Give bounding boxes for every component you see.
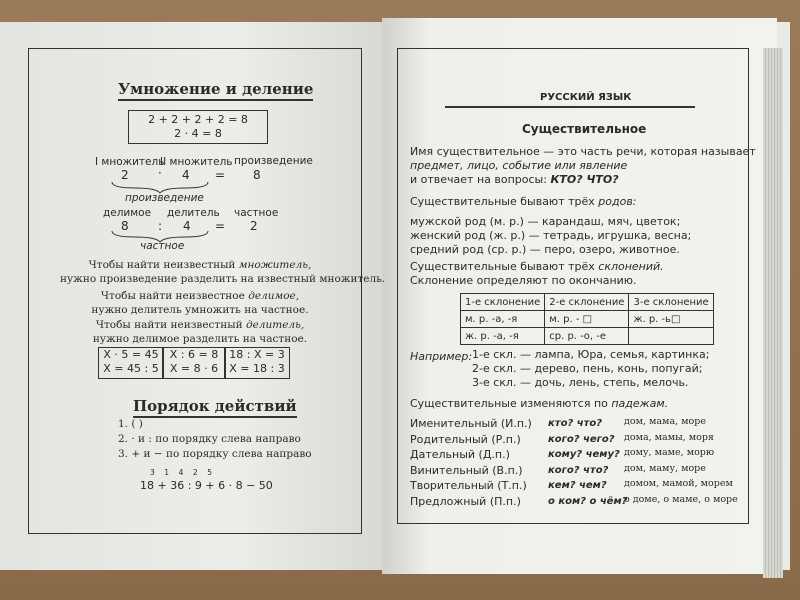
- case-name: Предложный (П.п.): [410, 494, 521, 508]
- case-question: кого? что?: [548, 464, 609, 476]
- genders-intro-text: Существительные бывают трёх: [410, 195, 599, 208]
- case-name: Винительный (В.п.): [410, 463, 523, 477]
- brace-label-quotient: частное: [140, 240, 185, 252]
- case-question: кто? что?: [548, 418, 603, 429]
- declension-intro-term: склонений.: [598, 260, 664, 273]
- div-result: 2: [250, 219, 258, 233]
- declension-cell: м. р. -а, -я: [461, 311, 545, 328]
- case-name: Именительный (И.п.): [410, 417, 532, 430]
- label-dividend: делимое: [103, 207, 152, 219]
- rule-multiplier: [60, 258, 386, 286]
- declension-example-2: 2-е скл. — дерево, пень, конь, попугай;: [472, 362, 703, 375]
- boxed-eq-2: 2 · 4 = 8: [174, 127, 222, 140]
- example-label: Например:: [410, 350, 473, 363]
- rule-dividend-text: Чтобы найти неизвестное: [100, 290, 249, 302]
- example-box-2: [162, 347, 226, 379]
- example-3-line-2: X = 18 : 3: [229, 362, 285, 375]
- rule-divisor-text: Чтобы найти неизвестный: [95, 319, 246, 331]
- case-questions: [548, 416, 627, 509]
- rule-multiplier-term: множитель,: [238, 259, 312, 271]
- gender-neuter: средний род (ср. р.) — перо, озеро, животное.: [410, 243, 680, 256]
- declension-intro-line-2: Склонение определяют по окончанию.: [410, 274, 637, 287]
- case-example: домом, мамой, морем: [624, 478, 733, 489]
- declension-header-1: 1-е склонение: [461, 294, 545, 311]
- section-header: РУССКИЙ ЯЗЫК: [540, 92, 632, 103]
- rule-multiplier-text: Чтобы найти неизвестный: [88, 259, 239, 271]
- declension-header-3: 3-е склонение: [629, 294, 713, 311]
- title-order-of-operations: Порядок действий: [133, 397, 297, 418]
- case-names: [410, 416, 532, 509]
- div-colon: :: [158, 219, 163, 233]
- order-expression: 18 + 36 : 9 + 6 · 8 − 50: [140, 479, 273, 492]
- case-question: кого? чего?: [548, 433, 615, 445]
- boxed-eq-1: 2 + 2 + 2 + 2 = 8: [148, 113, 248, 126]
- example-box-3: [224, 347, 290, 379]
- definition-line-2: предмет, лицо, событие или явление: [410, 159, 628, 172]
- label-product: произведение: [234, 155, 313, 167]
- case-example: дому, маме, морю: [624, 447, 715, 458]
- topic-title: Существительное: [522, 122, 647, 136]
- declension-cell: [629, 328, 713, 345]
- declension-cell: м. р. - □: [545, 311, 629, 328]
- page-edges: [763, 48, 783, 578]
- declension-cell: ж. р. -а, -я: [461, 328, 545, 345]
- declension-cell: ж. р. -ь□: [629, 311, 713, 328]
- mult-equals: =: [215, 168, 226, 182]
- case-question: кем? чем?: [548, 480, 607, 491]
- cases-intro-text: Существительные изменяются по: [410, 397, 612, 410]
- definition: [410, 145, 756, 187]
- example-3-line-1: 18 : X = 3: [229, 348, 285, 361]
- declension-example-3: 3-е скл. — дочь, лень, степь, мелочь.: [472, 376, 689, 389]
- rule-divisor-term: делитель,: [245, 319, 305, 331]
- declension-header-2: 2-е склонение: [545, 294, 629, 311]
- title-multiplication: Умножение и деление: [118, 80, 313, 101]
- rule-divisor-text-2: нужно делимое разделить на частное.: [92, 333, 308, 345]
- cases-intro-term: падежам.: [611, 397, 669, 410]
- boxed-equations: [128, 110, 268, 144]
- order-rule-1: 1. ( ): [118, 418, 143, 430]
- declension-intro-line-1: [410, 260, 664, 274]
- rule-dividend-term: делимое,: [248, 290, 300, 302]
- declension-table: [460, 293, 714, 345]
- declension-cell: ср. р. -о, -е: [545, 328, 629, 345]
- brace-label-product: произведение: [125, 192, 204, 204]
- order-rule-2: 2. · и : по порядку слева направо: [118, 433, 301, 445]
- rule-dividend-text-2: нужно делитель умножить на частное.: [91, 304, 309, 316]
- order-rule-3: 3. + и − по порядку слева направо: [118, 448, 312, 460]
- case-name: Родительный (Р.п.): [410, 432, 521, 446]
- example-1-line-2: X = 45 : 5: [103, 362, 159, 375]
- declension-table-header: [461, 294, 714, 311]
- rule-dividend: [60, 289, 340, 317]
- example-2-line-2: X = 8 · 6: [169, 362, 219, 375]
- genders-intro-term: родов:: [598, 195, 637, 208]
- label-quotient: частное: [234, 207, 279, 219]
- declension-examples: [472, 348, 709, 390]
- label-divisor: делитель: [167, 207, 220, 219]
- div-operand-2: 4: [183, 219, 191, 233]
- case-question: о ком? о чём?: [548, 495, 628, 507]
- definition-line-3-text: и отвечает на вопросы:: [410, 173, 551, 186]
- case-example: дома, мамы, моря: [624, 431, 714, 443]
- rule-divisor: [60, 318, 340, 346]
- label-multiplier-1: I множитель: [95, 156, 165, 168]
- case-name: Дательный (Д.п.): [410, 448, 510, 461]
- mult-operand-1: 2: [121, 168, 129, 182]
- case-example: дом, мама, море: [624, 416, 706, 427]
- table-row: [461, 328, 714, 345]
- genders-list: [410, 215, 691, 257]
- case-question: кому? чему?: [548, 449, 620, 460]
- cases-intro: [410, 397, 668, 410]
- case-name: Творительный (Т.п.): [410, 479, 527, 492]
- mult-result: 8: [253, 168, 261, 182]
- declension-example-1: 1-е скл. — лампа, Юра, семья, картинка;: [472, 348, 710, 361]
- table-row: [461, 311, 714, 328]
- order-step-numbers: 3 1 4 2 5: [150, 468, 213, 477]
- div-equals: =: [215, 219, 226, 233]
- gender-feminine: женский род (ж. р.) — тетрадь, игрушка, весна;: [410, 229, 692, 242]
- declension-intro: [410, 260, 664, 288]
- declension-intro-text: Существительные бывают трёх: [410, 260, 599, 273]
- label-multiplier-2: II множитель: [160, 156, 233, 168]
- rule-multiplier-text-2: нужно произведение разделить на известный множитель.: [60, 273, 386, 285]
- mult-dot: ·: [158, 166, 162, 180]
- case-example: о доме, о маме, о море: [624, 493, 738, 505]
- case-example: дом, маму, море: [624, 462, 706, 474]
- mult-operand-2: 4: [182, 168, 190, 182]
- definition-line-1: Имя существительное — это часть речи, которая называет: [410, 145, 756, 158]
- div-operand-1: 8: [121, 219, 129, 233]
- example-2-line-1: X : 6 = 8: [169, 348, 219, 361]
- genders-intro: [410, 195, 637, 208]
- example-1-line-1: X · 5 = 45: [103, 348, 159, 361]
- case-examples: [624, 414, 738, 507]
- example-box-1: [98, 347, 164, 379]
- definition-line-3: [410, 173, 756, 187]
- gender-masculine: мужской род (м. р.) — карандаш, мяч, цветок;: [410, 215, 681, 228]
- definition-questions: КТО? ЧТО?: [550, 173, 619, 186]
